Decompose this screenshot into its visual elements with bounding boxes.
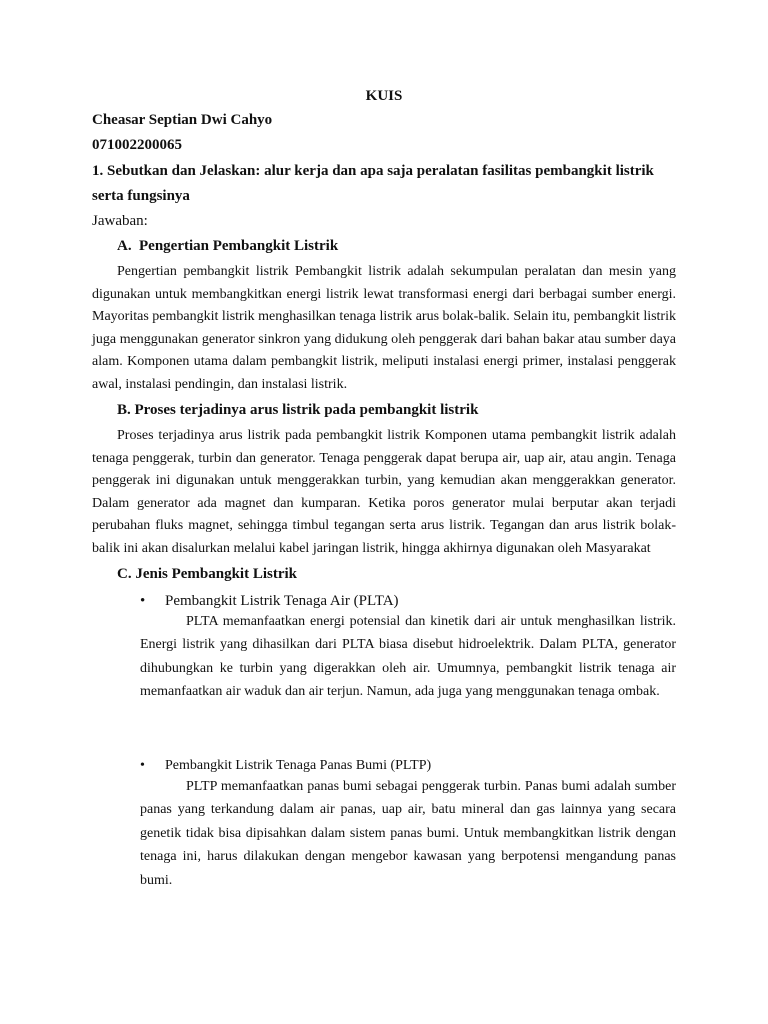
- list-item-plta-paragraph: PLTA memanfaatkan energi potensial dan kinetik dari air untuk menghasilkan listrik. Energi listrik yang dihasilkan dari PLTA biasa disebut hidroelektrik. Dalam PLTA, generator dihubungkan ke turbin yang digerakkan oleh air. Umumnya, pembangkit listrik tenaga air memanfaatkan air waduk dan air terjun. Namun, ada juga yang menggunakan tenaga ombak.: [140, 614, 676, 700]
- section-c-heading: C. Jenis Pembangkit Listrik: [117, 566, 298, 582]
- section-a-heading: [117, 236, 338, 256]
- question-line-2: serta fungsinya: [92, 188, 190, 204]
- question-line-1: 1. Sebutkan dan Jelaskan: alur kerja dan apa saja peralatan fasilitas pembangkit listrik: [92, 163, 654, 179]
- document-title: KUIS: [365, 88, 403, 104]
- question-text: [92, 159, 676, 209]
- list-item-title: Pembangkit Listrik Tenaga Panas Bumi (PLTP): [165, 758, 432, 773]
- list-item-pltp-title: [140, 756, 680, 776]
- list-item-plta-title: [140, 591, 680, 611]
- section-b-heading: B. Proses terjadinya arus listrik pada pembangkit listrik: [117, 402, 479, 418]
- section-a-paragraph: Pengertian pembangkit listrik Pembangkit listrik adalah sekumpulan peralatan dan mesin yang digunakan untuk membangkitkan energi listrik lewat transformasi energi dari berbagai sumber energi. Mayoritas pembangkit listrik menghasilkan tenaga listrik arus bolak-balik. Selain itu, pembangkit listrik juga menggunakan generator sinkron yang didukung oleh penggerak dari bahan bakar atau sumber daya alam. Komponen utama dalam pembangkit listrik, meliputi instalasi energi primer, instalasi penggerak awal, instalasi pendingin, dan instalasi listrik.: [92, 264, 676, 392]
- bullet-icon: •: [140, 758, 145, 773]
- author-name: Cheasar Septian Dwi Cahyo: [92, 112, 273, 128]
- list-item-pltp-paragraph: PLTP memanfaatkan panas bumi sebagai penggerak turbin. Panas bumi adalah sumber panas yang terkandung dalam air panas, uap air, batu mineral dan gas lainnya yang secara genetik tidak bisa dipisahkan dalam sistem panas bumi. Untuk membangkitkan listrik dengan tenaga ini, harus dilakukan dengan mengebor kawasan yang berpotensi mengandung panas bumi.: [140, 779, 676, 888]
- bullet-icon: •: [140, 593, 146, 609]
- answer-label: Jawaban:: [92, 213, 148, 229]
- list-item-title: Pembangkit Listrik Tenaga Air (PLTA): [165, 593, 399, 609]
- section-a-title: Pengertian Pembangkit Listrik: [139, 238, 339, 254]
- section-b-paragraph: Proses terjadinya arus listrik pada pembangkit listrik Komponen utama pembangkit listrik adalah tenaga penggerak, turbin dan generator. Tenaga penggerak dapat berupa air, uap air, atau angin. Tenaga penggerak ini digunakan untuk menggerakkan turbin, yang kemudian akan menggerakkan generator. Dalam generator ada magnet dan kumparan. Ketika poros generator mulai berputar akan terjadi perubahan fluks magnet, sehingga timbul tegangan serta arus listrik. Tegangan dan arus listrik bolak-balik ini akan disalurkan melalui kabel jaringan listrik, hingga akhirnya digunakan oleh Masyarakat: [92, 428, 676, 556]
- student-id: 071002200065: [92, 137, 182, 153]
- section-a-marker: A.: [117, 238, 132, 254]
